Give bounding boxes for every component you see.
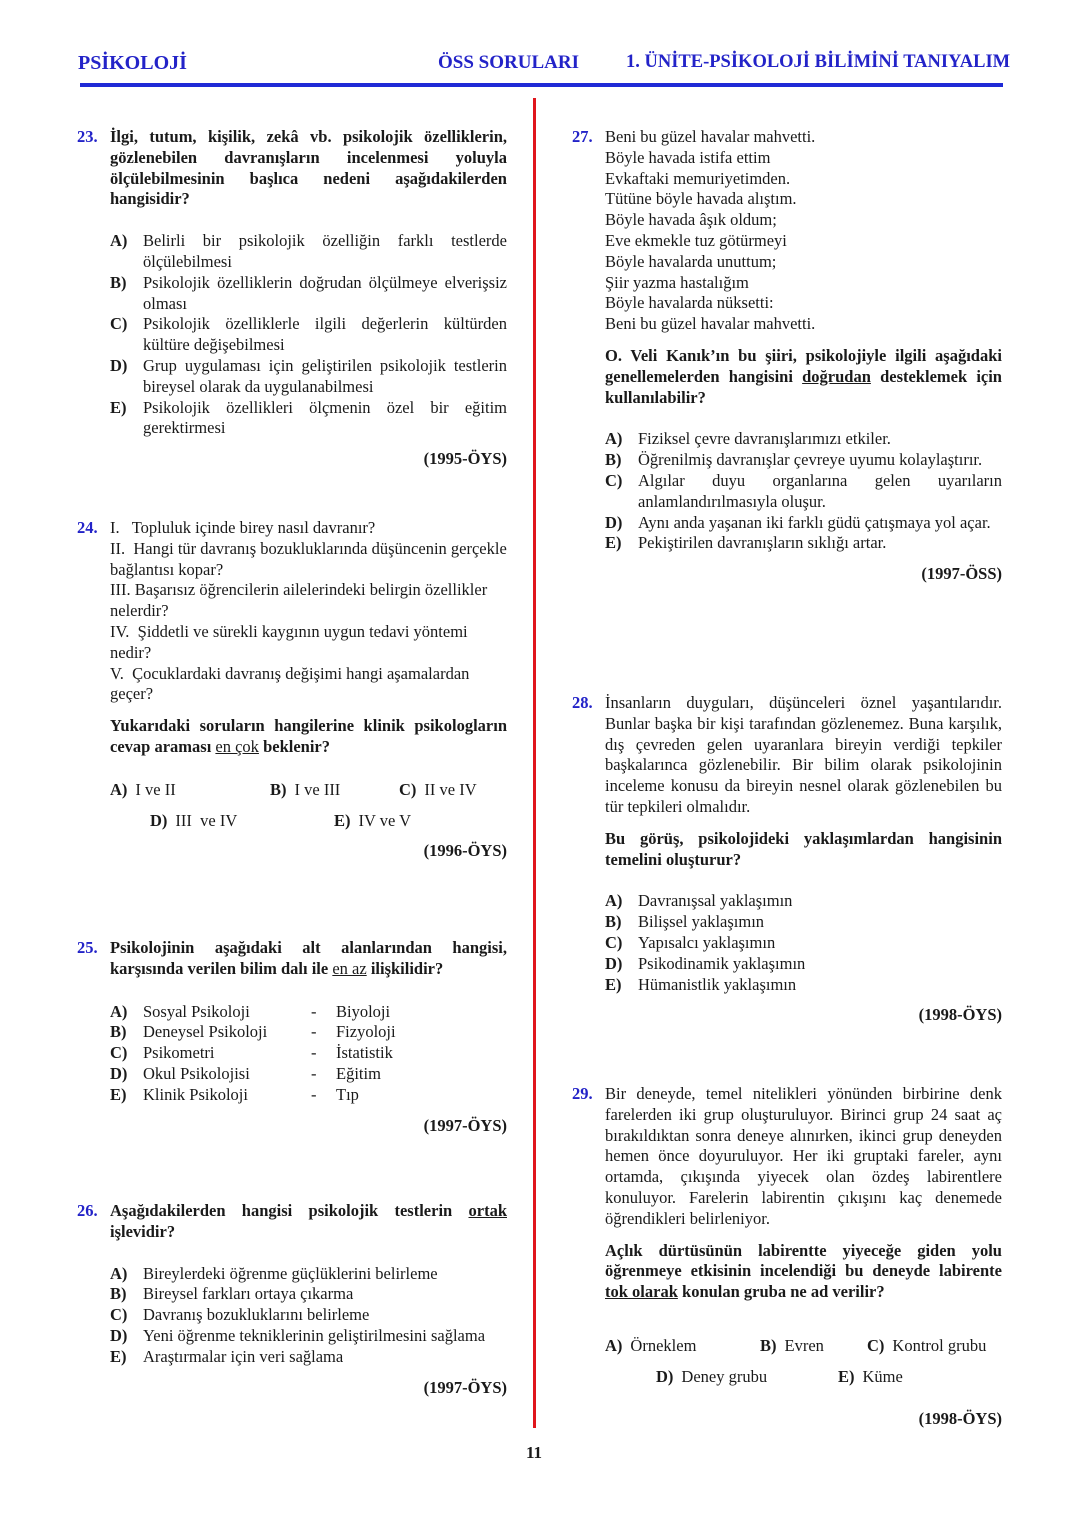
option-text: Bireysel farkları ortaya çıkarma xyxy=(143,1284,354,1304)
question-stem xyxy=(110,1201,507,1243)
option-text: Psikolojik özellikleri ölçmenin özel bir eğitim gerektirmesi xyxy=(143,397,507,438)
option-label: E) xyxy=(838,1366,855,1386)
exam-source: (1997-ÖYS) xyxy=(423,1115,507,1135)
option-label: D) xyxy=(656,1366,674,1386)
option-text: Yeni öğrenme tekniklerinin geliştirilmesini sağlama xyxy=(143,1325,486,1345)
poem-line: Böyle havalarda nüksetti: xyxy=(605,293,774,313)
option-text: Bilişsel yaklaşımın xyxy=(638,912,765,932)
stem-text: Aşağıdakilerden hangisi psikolojik testlerin xyxy=(110,1201,469,1220)
option-label: C) xyxy=(605,470,623,490)
option-label: C) xyxy=(110,314,128,334)
subject-title: PSİKOLOJİ xyxy=(78,52,187,74)
option-text: Kontrol grubu xyxy=(892,1335,987,1355)
separator: - xyxy=(311,1043,317,1063)
option-label: B) xyxy=(110,272,127,292)
exam-source: (1996-ÖYS) xyxy=(423,841,507,861)
separator: - xyxy=(311,1084,317,1104)
option-text: Örneklem xyxy=(630,1335,697,1355)
exam-source: (1997-ÖYS) xyxy=(423,1377,507,1397)
stem-text: Psikolojinin aşağıdaki alt alanlarından hangisi, karşısında verilen bilim dalı ile xyxy=(110,938,507,978)
exam-source: (1995-ÖYS) xyxy=(423,449,507,469)
poem-line: Evkaftaki memuriyetimden. xyxy=(605,168,791,188)
option-text: Psikolojik özelliklerin doğrudan ölçülmeye elverişsiz olması xyxy=(143,272,507,313)
option-text: I ve III xyxy=(294,779,341,799)
stem-emphasis: tok olarak xyxy=(605,1282,678,1302)
question-29 xyxy=(572,1084,1002,1429)
question-number: 28. xyxy=(572,693,593,712)
option-c[interactable] xyxy=(605,471,1002,513)
question-stem: Bu görüş, psikolojideki yaklaşımlardan hangisinin temelini oluşturur? xyxy=(605,828,1002,869)
column-divider xyxy=(533,98,536,1428)
option-text: Belirli bir psikolojik özelliğin farklı testlerde ölçülebilmesi xyxy=(143,231,507,271)
question-stem xyxy=(110,716,507,758)
option-label: D) xyxy=(605,953,623,973)
option-text: Evren xyxy=(784,1335,824,1355)
option-label: C) xyxy=(110,1305,128,1325)
option-e[interactable] xyxy=(110,1085,507,1106)
stem-text: işlevidir? xyxy=(110,1221,176,1241)
option-text: Küme xyxy=(862,1366,903,1386)
question-24 xyxy=(77,518,511,862)
option-text: Yapısalcı yaklaşımın xyxy=(638,932,776,952)
option-a[interactable] xyxy=(605,891,1002,912)
stem-emphasis: ortak xyxy=(468,1201,507,1220)
option-label: D) xyxy=(110,1325,128,1345)
option-e[interactable] xyxy=(605,533,1002,554)
passage: Bir deneyde, temel nitelikleri yönünden birbirine denk farelerden iki grup oluşturuluyor. Birinci grup 24 saat aç bırakıldıktan sonra deneye alınırken, ikinci grup deneyden hemen önce doyuruluyor. Her iki gruptaki fareler, aynı ortamda, çıkışında yiyecek olan özdeş labirentlere konuluyor. Farelerin labirentin çıkışını kaç denemede öğrendikleri belirleniyor. xyxy=(605,1084,1002,1228)
question-number: 25. xyxy=(77,938,98,957)
option-text: Deney grubu xyxy=(681,1366,768,1386)
option-text: Grup uygulaması için geliştirilen psikolojik testlerin bireysel olarak da uygulanabilmesi xyxy=(143,355,507,396)
question-stem xyxy=(605,346,1002,408)
poem xyxy=(605,127,1002,335)
poem-line: Beni bu güzel havalar mahvetti. xyxy=(605,314,816,334)
option-text: I ve II xyxy=(135,779,176,799)
option-a[interactable] xyxy=(605,429,1002,450)
exam-source: (1997-ÖSS) xyxy=(921,564,1002,584)
option-text: Araştırmalar için veri sağlama xyxy=(143,1346,344,1366)
option-text: Pekiştirilen davranışların sıklığı artar. xyxy=(638,533,887,553)
option-c[interactable] xyxy=(110,1043,507,1064)
option-label: A) xyxy=(605,429,623,449)
exam-source: (1998-ÖYS) xyxy=(918,1005,1002,1025)
stem-text: ilişkilidir? xyxy=(366,958,444,978)
separator: - xyxy=(311,1063,317,1083)
option-label: B) xyxy=(110,1022,127,1042)
science-branch: Biyoloji xyxy=(336,1001,391,1021)
poem-line: Eve ekmekle tuz götürmeyi xyxy=(605,230,787,250)
option-text: Öğrenilmiş davranışlar çevreye uyumu kolaylaştırır. xyxy=(638,450,983,470)
science-branch: Eğitim xyxy=(336,1063,381,1083)
stem-text: konulan gruba ne ad verilir? xyxy=(677,1282,885,1302)
option-c[interactable] xyxy=(110,314,507,356)
stem-emphasis: en az xyxy=(332,958,367,978)
option-label: A) xyxy=(110,231,128,251)
option-label: C) xyxy=(399,779,417,799)
subfield: Psikometri xyxy=(143,1043,215,1063)
option-b[interactable] xyxy=(110,1022,507,1043)
option-d[interactable] xyxy=(605,513,1002,534)
option-text: IV ve V xyxy=(358,810,412,830)
option-d[interactable] xyxy=(110,1326,507,1347)
option-b[interactable] xyxy=(605,450,1002,471)
option-text: Psikodinamik yaklaşımın xyxy=(638,953,806,973)
option-d[interactable] xyxy=(150,811,334,832)
option-text: Algılar duyu organlarına gelen uyarıların anlamlandırılmasıyla oluşur. xyxy=(638,470,1002,511)
question-26 xyxy=(77,1201,507,1398)
poem-line: Beni bu güzel havalar mahvetti. xyxy=(605,127,816,146)
statement-i: I. Topluluk içinde birey nasıl davranır? xyxy=(110,518,376,537)
statement-iii: III. Başarısız öğrencilerin ailelerindeki belirgin özellikler nelerdir? xyxy=(110,580,492,621)
question-stem xyxy=(110,938,507,980)
option-a[interactable] xyxy=(110,780,270,801)
passage: İnsanların duyguları, düşünceleri öznel yaşantılarıdır. Bunlar başka bir kişi tarafından gözlenemez. Buna karşılık, dış çevreden gelen uyaranlara bireyin verdiği tepkiler başkalarınca gözlenebilir. Bir bilim olarak psikolojinin inceleme konusu da bireyin nesnel olarak gözlenebilen bu tür tepkileri olmalıdır. xyxy=(605,693,1002,816)
option-a[interactable] xyxy=(110,231,507,273)
stem-emphasis: en çok xyxy=(215,736,259,756)
option-d[interactable] xyxy=(110,356,507,398)
option-e[interactable] xyxy=(605,975,1002,996)
option-b[interactable] xyxy=(110,273,507,315)
option-text: Hümanistlik yaklaşımın xyxy=(638,974,797,994)
stem-emphasis: doğrudan xyxy=(802,366,871,386)
option-a[interactable] xyxy=(110,1002,507,1023)
subfield: Klinik Psikoloji xyxy=(143,1084,248,1104)
poem-line: Böyle havalarda unuttum; xyxy=(605,251,777,271)
stem-text: desteklemek için kullanılabilir? xyxy=(605,366,1002,407)
option-e[interactable] xyxy=(838,1367,903,1388)
option-label: C) xyxy=(110,1043,128,1063)
question-stem: İlgi, tutum, kişilik, zekâ vb. psikolojik özelliklerin, gözlenebilen davranışların incelenmesi yoluyla ölçülebilmesinin başlıca nedeni aşağıdakilerden hangisidir? xyxy=(110,127,507,209)
question-27 xyxy=(572,127,1002,585)
option-a[interactable] xyxy=(605,1336,760,1357)
stem-text: O. Veli Kanık’ın bu şiiri, psikolojiyle ilgili aşağıdaki genellemelerden hangisini xyxy=(605,345,1002,386)
option-e[interactable] xyxy=(334,811,411,832)
question-number: 24. xyxy=(77,518,98,537)
question-25 xyxy=(77,938,507,1136)
option-label: B) xyxy=(110,1284,127,1304)
separator: - xyxy=(311,1001,317,1021)
header-divider xyxy=(80,83,1003,87)
subfield: Okul Psikolojisi xyxy=(143,1063,250,1083)
question-number: 29. xyxy=(572,1084,593,1103)
option-label: D) xyxy=(605,512,623,532)
option-c[interactable] xyxy=(867,1336,986,1357)
option-text: II ve IV xyxy=(424,779,477,799)
science-branch: İstatistik xyxy=(336,1043,393,1063)
statement-iv: IV. Şiddetli ve sürekli kaygının uygun tedavi yöntemi nedir? xyxy=(110,621,472,662)
option-a[interactable] xyxy=(110,1264,507,1285)
option-e[interactable] xyxy=(110,1347,507,1368)
page-number: 11 xyxy=(526,1443,543,1462)
option-label: E) xyxy=(605,533,622,553)
option-c[interactable] xyxy=(605,933,1002,954)
option-label: A) xyxy=(110,1263,128,1283)
question-stem xyxy=(605,1241,1002,1303)
option-d[interactable] xyxy=(605,954,1002,975)
option-text: Psikolojik özelliklerle ilgili değerlerin kültürden kültüre değişebilmesi xyxy=(143,314,507,355)
option-d[interactable] xyxy=(656,1367,838,1388)
option-label: E) xyxy=(334,810,351,830)
option-b[interactable] xyxy=(110,1284,507,1305)
option-label: A) xyxy=(110,779,128,799)
option-text: Fiziksel çevre davranışlarımızı etkiler. xyxy=(638,429,891,449)
question-23 xyxy=(77,127,507,470)
stem-text: beklenir? xyxy=(258,736,330,756)
option-label: D) xyxy=(150,810,168,830)
option-text: Aynı anda yaşanan iki farklı güdü çatışmaya yol açar. xyxy=(638,512,991,532)
option-c[interactable] xyxy=(399,780,477,801)
option-b[interactable] xyxy=(270,780,399,801)
question-number: 23. xyxy=(77,127,98,146)
option-label: E) xyxy=(110,1084,127,1104)
option-b[interactable] xyxy=(760,1336,867,1357)
science-branch: Fizyoloji xyxy=(336,1022,396,1042)
option-text: Davranışsal yaklaşımın xyxy=(638,891,793,911)
option-b[interactable] xyxy=(605,912,1002,933)
option-label: E) xyxy=(605,974,622,994)
option-label: C) xyxy=(867,1335,885,1355)
poem-line: Böyle havada âşık oldum; xyxy=(605,210,777,230)
science-branch: Tıp xyxy=(336,1084,359,1104)
option-label: E) xyxy=(110,1346,127,1366)
poem-line: Böyle havada istifa ettim xyxy=(605,147,771,167)
option-label: D) xyxy=(110,355,128,375)
option-label: B) xyxy=(605,450,622,470)
question-28 xyxy=(572,693,1002,1026)
section-title: ÖSS SORULARI xyxy=(438,52,579,73)
option-text: Davranış bozukluklarını belirleme xyxy=(143,1305,370,1325)
option-label: A) xyxy=(605,1335,623,1355)
unit-title: 1. ÜNİTE-PSİKOLOJİ BİLİMİNİ TANIYALIM xyxy=(626,52,1011,72)
option-c[interactable] xyxy=(110,1305,507,1326)
option-label: B) xyxy=(270,779,287,799)
option-label: E) xyxy=(110,397,127,417)
option-label: C) xyxy=(605,932,623,952)
question-number: 27. xyxy=(572,127,593,146)
stem-text: Yukarıdaki soruların hangilerine klinik psikologların cevap araması xyxy=(110,716,507,756)
exam-source: (1998-ÖYS) xyxy=(918,1408,1002,1428)
poem-line: Tütüne böyle havada alıştım. xyxy=(605,189,797,209)
subfield: Sosyal Psikoloji xyxy=(143,1001,250,1021)
option-label: A) xyxy=(605,891,623,911)
separator: - xyxy=(311,1022,317,1042)
option-label: B) xyxy=(605,912,622,932)
subfield: Deneysel Psikoloji xyxy=(143,1022,268,1042)
question-number: 26. xyxy=(77,1201,98,1220)
option-label: D) xyxy=(110,1063,128,1083)
statement-ii: II. Hangi tür davranış bozukluklarında düşüncenin gerçekle bağlantısı kopar? xyxy=(110,538,511,579)
option-d[interactable] xyxy=(110,1064,507,1085)
option-text: III ve IV xyxy=(175,810,238,830)
stem-text: Açlık dürtüsünün labirentte yiyeceğe giden yolu öğrenmeye etkisinin incelendiği bu deneyde labirente xyxy=(605,1240,1002,1281)
option-label: A) xyxy=(110,1001,128,1021)
option-label: B) xyxy=(760,1335,777,1355)
option-text: Bireylerdeki öğrenme güçlüklerini belirleme xyxy=(143,1263,438,1283)
poem-line: Şiir yazma hastalığım xyxy=(605,272,749,292)
statement-v: V. Çocuklardaki davranış değişimi hangi aşamalardan geçer? xyxy=(110,663,474,704)
option-e[interactable] xyxy=(110,398,507,440)
